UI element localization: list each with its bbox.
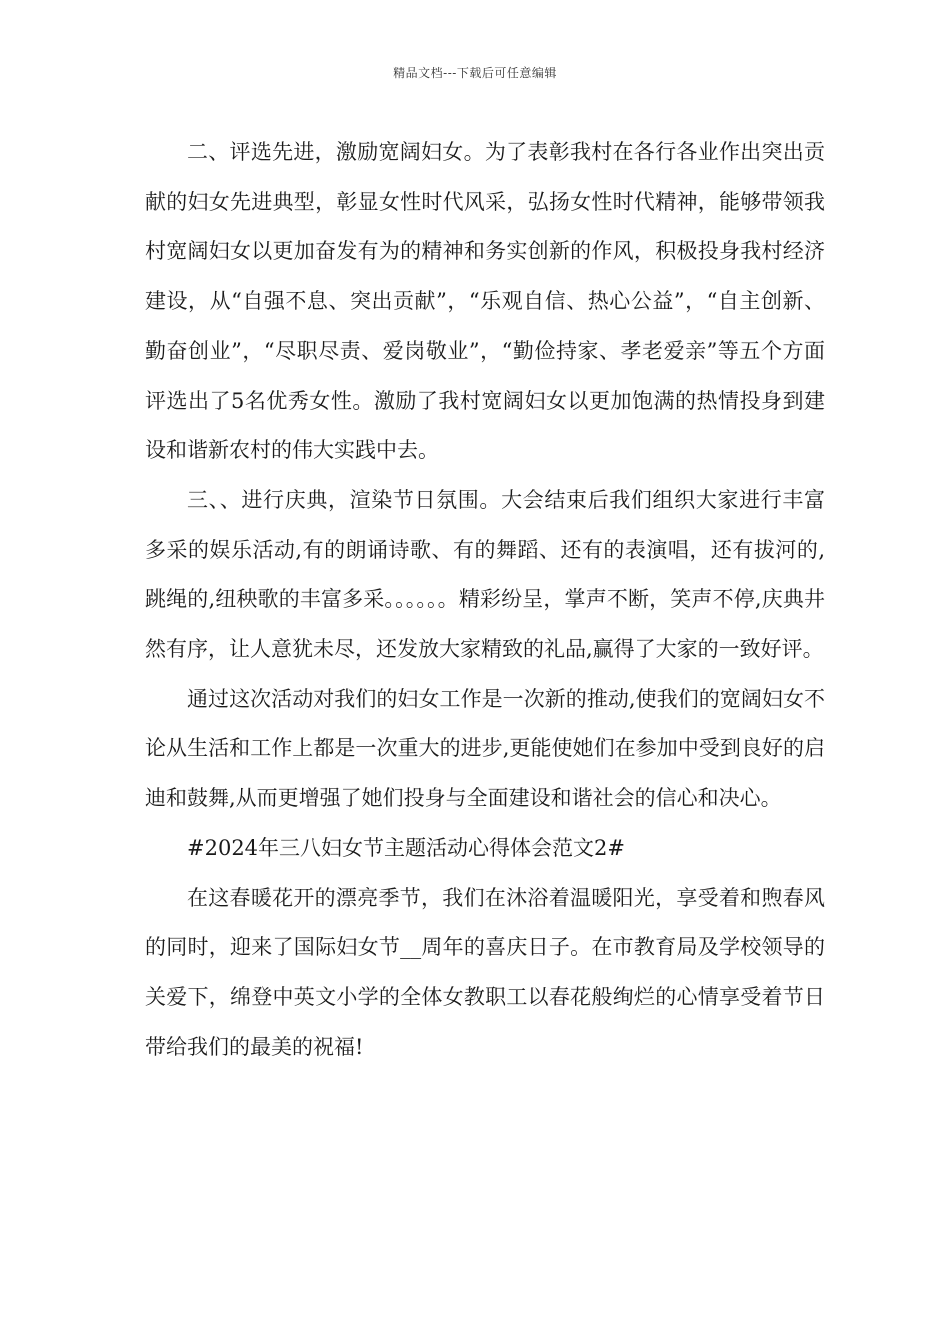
paragraph-intro: 在这春暖花开的漂亮季节，我们在沐浴着温暖阳光，享受着和煦春风的同时，迎来了国际妇女节__周年的喜庆日子。在市教育局及学校领导的关爱下，绵登中英文小学的全体女教职工以春花般绚烂的心情享受着节日带给我们的最美的祝福! [145,885,825,1059]
paragraph-celebration: 三、、进行庆典，渲染节日氛围。大会结束后我们组织大家进行丰富多采的娱乐活动,有的朗诵诗歌、有的舞蹈、还有的表演唱，还有拔河的,跳绳的,纽秧歌的丰富多采。。。。。。精彩纷呈，掌声不断，笑声不停,庆典井然有序，让人意犹未尽，还发放大家精致的礼品,赢得了大家的一致好评。 [145,487,825,662]
section-heading: #2024年三八妇女节主题活动心得体会范文2# [187,835,625,860]
paragraph-selection: 二、评选先进，激励宽阔妇女。为了表彰我村在各行各业作出突出贡献的妇女先进典型，彰显女性时代风采，弘扬女性时代精神，能够带领我村宽阔妇女以更加奋发有为的精神和务实创新的作风，积极投身我村经济建设，从“自强不息、突出贡献”，“乐观自信、热心公益”，“自主创新、勤奋创业”，“尽职尽责、爱岗敬业”，“勤俭持家、孝老爱亲”等五个方面评选出了5名优秀女性。激励了我村宽阔妇女以更加饱满的热情投身到建设和谐新农村的伟大实践中去。 [145,140,825,463]
page-header: 精品文档---下载后可任意编辑 [393,66,557,80]
document-body [145,128,825,1072]
paragraph-summary: 通过这次活动对我们的妇女工作是一次新的推动,使我们的宽阔妇女不论从生活和工作上都是一次重大的进步,更能使她们在参加中受到良好的启迪和鼓舞,从而更增强了她们投身与全面建设和谐社会的信心和决心。 [145,686,825,811]
